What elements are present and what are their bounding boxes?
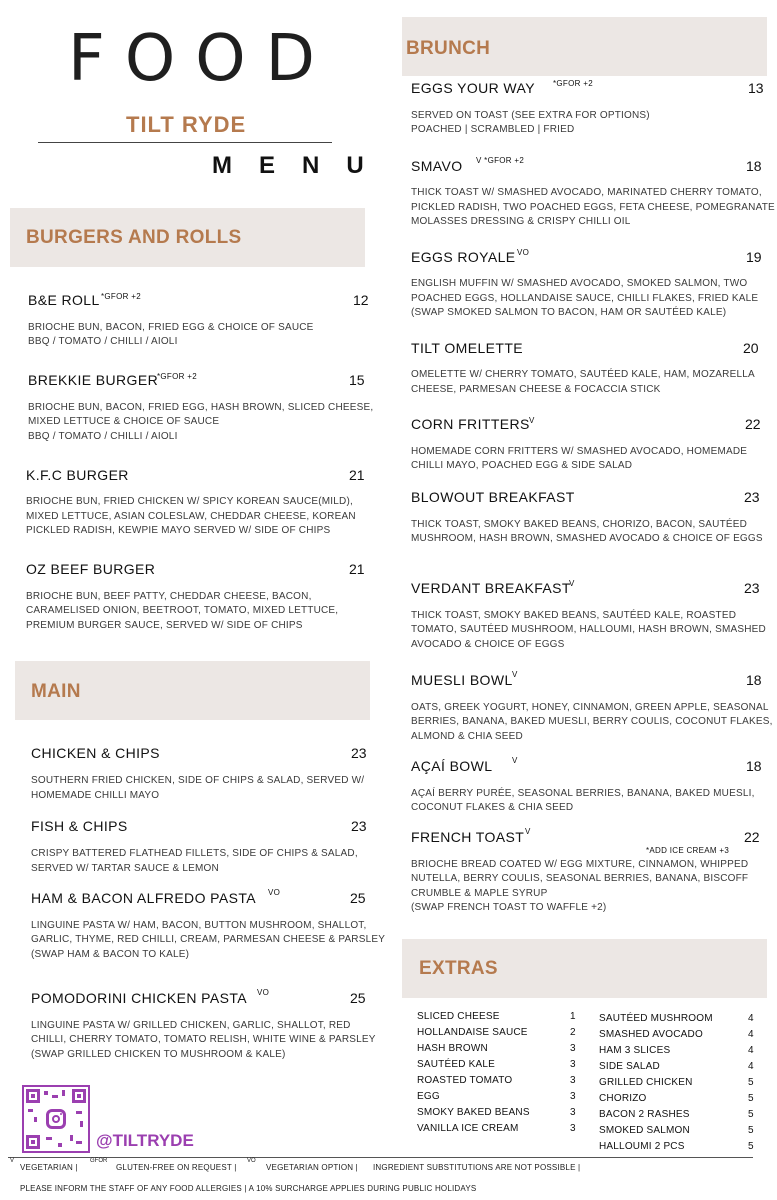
item-tag: VO (268, 888, 281, 897)
extra-name: VANILLA ICE CREAM (417, 1123, 519, 1134)
extra-name: GRILLED CHICKEN (599, 1077, 693, 1088)
item-desc-line: HOMEMADE CHILLI MAYO (31, 790, 160, 801)
item-name: CHICKEN & CHIPS (31, 745, 160, 761)
item-desc-line: ENGLISH MUFFIN W/ SMASHED AVOCADO, SMOKED SALMON, TWO (411, 278, 748, 289)
item-desc-line: OATS, GREEK YOGURT, HONEY, CINNAMON, GREEN APPLE, SEASONAL (411, 702, 769, 713)
item-desc-line: MUSHROOM, HASH BROWN, SMASHED AVOCADO & CHOICE OF EGGS (411, 533, 763, 544)
extra-name: BACON 2 RASHES (599, 1109, 690, 1120)
item-price: 23 (351, 745, 367, 761)
item-desc-line: PREMIUM BURGER SAUCE, SERVED W/ SIDE OF CHIPS (26, 620, 303, 631)
main-section-title: MAIN (31, 681, 81, 702)
extra-price: 4 (748, 1029, 754, 1040)
item-desc-line: CHILLI MAYO, POACHED EGG & SIDE SALAD (411, 460, 633, 471)
item-name: AÇAÍ BOWL (411, 758, 493, 774)
legend-v-mark: V (10, 1158, 15, 1164)
item-tag: V (525, 827, 531, 836)
extra-price: 3 (570, 1107, 576, 1118)
extra-name: HAM 3 SLICES (599, 1045, 671, 1056)
extra-name: SMOKED SALMON (599, 1125, 690, 1136)
extra-name: CHORIZO (599, 1093, 647, 1104)
item-price: 23 (744, 580, 760, 596)
item-desc-line: BRIOCHE BUN, FRIED CHICKEN W/ SPICY KOREAN SAUCE(MILD), (26, 496, 353, 507)
extra-name: SMASHED AVOCADO (599, 1029, 703, 1040)
extra-name: HOLLANDAISE SAUCE (417, 1027, 528, 1038)
legend-vo-mark: VO (247, 1158, 256, 1164)
item-price: 18 (746, 672, 762, 688)
item-desc-line: THICK TOAST, SMOKY BAKED BEANS, CHORIZO, BACON, SAUTÉED (411, 519, 748, 530)
item-desc-line: NUTELLA, BERRY COULIS, SEASONAL BERRIES, BANANA, BISCOFF (411, 873, 749, 884)
item-name: HAM & BACON ALFREDO PASTA (31, 890, 256, 906)
item-price: 21 (349, 467, 365, 483)
item-desc-line: MOLASSES DRESSING & CRISPY CHILLI OIL (411, 216, 631, 227)
extra-price: 3 (570, 1043, 576, 1054)
extra-price: 4 (748, 1045, 754, 1056)
item-desc-line: CARAMELISED ONION, BEETROOT, TOMATO, MIXED LETTUCE, (26, 605, 339, 616)
item-desc-line: (SWAP SMOKED SALMON TO BACON, HAM OR SAUTÉED KALE) (411, 307, 727, 318)
extra-price: 3 (570, 1059, 576, 1070)
item-price: 25 (350, 890, 366, 906)
item-name: FISH & CHIPS (31, 818, 128, 834)
item-tag: V (569, 579, 575, 588)
burgers-section-title: BURGERS AND ROLLS (26, 227, 242, 248)
item-name: SMAVO (411, 158, 463, 174)
extra-name: HASH BROWN (417, 1043, 488, 1054)
extra-price: 4 (748, 1061, 754, 1072)
item-tag: *GFOR +2 (157, 372, 197, 381)
item-desc-line: ALMOND & CHIA SEED (411, 731, 523, 742)
item-desc-line: CHILLI, CHERRY TOMATO, TOMATO RELISH, WHITE WINE & PARSLEY (31, 1034, 376, 1045)
item-name: POMODORINI CHICKEN PASTA (31, 990, 247, 1006)
item-name: K.F.C BURGER (26, 467, 129, 483)
item-tag: V *GFOR +2 (476, 156, 525, 165)
item-desc-line: BRIOCHE BREAD COATED W/ EGG MIXTURE, CINNAMON, WHIPPED (411, 859, 749, 870)
extra-price: 2 (570, 1027, 576, 1038)
allergy-note: PLEASE INFORM THE STAFF OF ANY FOOD ALLERGIES | A 10% SURCHARGE APPLIES DURING PUBLIC HOLIDAYS (20, 1184, 477, 1193)
item-price: 18 (746, 158, 762, 174)
item-desc-line: CHEESE, PARMESAN CHEESE & FOCACCIA STICK (411, 384, 661, 395)
item-name: VERDANT BREAKFAST (411, 580, 571, 596)
item-tag: V (512, 756, 518, 765)
item-desc-line: HOMEMADE CORN FRITTERS W/ SMASHED AVOCADO, HOMEMADE (411, 446, 748, 457)
item-desc-line: CRISPY BATTERED FLATHEAD FILLETS, SIDE OF CHIPS & SALAD, (31, 848, 358, 859)
item-desc-line: TOMATO, SAUTÉED MUSHROOM, HALLOUMI, HASH BROWN, SMASHED (411, 624, 766, 635)
item-price: 19 (746, 249, 762, 265)
brunch-section-title: BRUNCH (406, 38, 491, 59)
item-desc-line: (SWAP FRENCH TOAST TO WAFFLE +2) (411, 902, 607, 913)
item-price: 12 (353, 292, 369, 308)
extra-price: 3 (570, 1123, 576, 1134)
item-tag: *GFOR +2 (101, 292, 141, 301)
item-price: 13 (748, 80, 764, 96)
extra-price: 4 (748, 1013, 754, 1024)
item-price: 18 (746, 758, 762, 774)
item-desc-line: POACHED | SCRAMBLED | FRIED (411, 124, 575, 135)
extras-section-title: EXTRAS (419, 958, 498, 979)
item-desc-line: BRIOCHE BUN, BEEF PATTY, CHEDDAR CHEESE, BACON, (26, 591, 312, 602)
extra-name: ROASTED TOMATO (417, 1075, 513, 1086)
item-name: MUESLI BOWL (411, 672, 513, 688)
extra-name: SLICED CHEESE (417, 1011, 500, 1022)
extra-price: 5 (748, 1077, 754, 1088)
legend-vegetarian-option: VEGETARIAN OPTION | (266, 1163, 358, 1172)
page-title-menu: MENU (212, 152, 391, 179)
item-price: 15 (349, 372, 365, 388)
item-desc-line: BBQ / TOMATO / CHILLI / AIOLI (28, 336, 178, 347)
page-title-food: FOOD (68, 22, 335, 96)
item-desc-line: THICK TOAST W/ SMASHED AVOCADO, MARINATED CHERRY TOMATO, (411, 187, 762, 198)
legend-gfor-mark: GFOR (90, 1158, 108, 1164)
extra-name: HALLOUMI 2 PCS (599, 1141, 685, 1152)
legend-vegetarian: VEGETARIAN | (20, 1163, 78, 1172)
item-price: 22 (744, 829, 760, 845)
header-divider (38, 142, 332, 143)
item-desc-line: SERVED W/ TARTAR SAUCE & LEMON (31, 863, 219, 874)
instagram-icon (46, 1109, 66, 1129)
item-desc-line: LINGUINE PASTA W/ GRILLED CHICKEN, GARLIC, SHALLOT, RED (31, 1020, 351, 1031)
item-price: 20 (743, 340, 759, 356)
item-desc-line: AVOCADO & CHOICE OF EGGS (411, 639, 565, 650)
item-desc-line: GARLIC, THYME, RED CHILLI, CREAM, PARMESAN CHEESE & PARSLEY (31, 934, 386, 945)
extra-name: SMOKY BAKED BEANS (417, 1107, 530, 1118)
item-name: BLOWOUT BREAKFAST (411, 489, 575, 505)
extra-price: 5 (748, 1141, 754, 1152)
item-desc-line: BBQ / TOMATO / CHILLI / AIOLI (28, 431, 178, 442)
item-price: 25 (350, 990, 366, 1006)
legend-substitutions: INGREDIENT SUBSTITUTIONS ARE NOT POSSIBLE | (373, 1163, 581, 1172)
extra-price: 5 (748, 1093, 754, 1104)
extra-price: 3 (570, 1075, 576, 1086)
item-price: 23 (744, 489, 760, 505)
item-desc-line: THICK TOAST, SMOKY BAKED BEANS, SAUTÉED KALE, ROASTED (411, 610, 737, 621)
extra-price: 3 (570, 1091, 576, 1102)
item-tag: V (529, 416, 535, 425)
item-name: EGGS ROYALE (411, 249, 516, 265)
item-desc-line: AÇAÍ BERRY PURÉE, SEASONAL BERRIES, BANANA, BAKED MUESLI, (411, 788, 755, 799)
item-desc-line: OMELETTE W/ CHERRY TOMATO, SAUTÉED KALE, HAM, MOZARELLA (411, 369, 755, 380)
restaurant-name: TILT RYDE (126, 112, 247, 137)
instagram-qr-code[interactable] (22, 1085, 90, 1153)
item-desc-line: POACHED EGGS, HOLLANDAISE SAUCE, CHILLI FLAKES, FRIED KALE (411, 293, 759, 304)
extra-name: SIDE SALAD (599, 1061, 660, 1072)
item-desc-line: MIXED LETTUCE & CHOICE OF SAUCE (28, 416, 220, 427)
item-desc-line: BRIOCHE BUN, BACON, FRIED EGG & CHOICE OF SAUCE (28, 322, 314, 333)
item-desc-line: (SWAP HAM & BACON TO KALE) (31, 949, 190, 960)
item-name: TILT OMELETTE (411, 340, 524, 356)
extra-name: EGG (417, 1091, 440, 1102)
item-price: 22 (745, 416, 761, 432)
item-price: 23 (351, 818, 367, 834)
item-desc-line: PICKLED RADISH, TWO POACHED EGGS, FETA CHEESE, POMEGRANATE (411, 202, 775, 213)
item-name: OZ BEEF BURGER (26, 561, 156, 577)
item-desc-line: CRUMBLE & MAPLE SYRUP (411, 888, 548, 899)
item-desc-line: MIXED LETTUCE, ASIAN COLESLAW, CHEDDAR CHEESE, KOREAN (26, 511, 356, 522)
item-name: CORN FRITTERS (411, 416, 530, 432)
instagram-handle[interactable]: @TILTRYDE (96, 1131, 194, 1150)
item-desc-line: PICKLED RADISH, KEWPIE MAYO SERVED W/ SIDE OF CHIPS (26, 525, 331, 536)
extra-price: 5 (748, 1109, 754, 1120)
item-desc-line: COCONUT FLAKES & CHIA SEED (411, 802, 574, 813)
item-desc-line: (SWAP GRILLED CHICKEN TO MUSHROOM & KALE) (31, 1049, 286, 1060)
extra-name: SAUTÉED MUSHROOM (599, 1013, 713, 1024)
item-name: EGGS YOUR WAY (411, 80, 535, 96)
item-desc-line: BERRIES, BANANA, BAKED MUESLI, BERRY COULIS, COCONUT FLAKES, (411, 716, 773, 727)
item-desc-line: SOUTHERN FRIED CHICKEN, SIDE OF CHIPS & SALAD, SERVED W/ (31, 775, 365, 786)
item-tag: VO (257, 988, 270, 997)
extra-name: SAUTÉED KALE (417, 1059, 495, 1070)
footer-divider (8, 1157, 753, 1158)
item-name: BREKKIE BURGER (28, 372, 159, 388)
legend-gluten-free: GLUTEN-FREE ON REQUEST | (116, 1163, 237, 1172)
item-desc-line: SERVED ON TOAST (SEE EXTRA FOR OPTIONS) (411, 110, 650, 121)
item-desc-line: LINGUINE PASTA W/ HAM, BACON, BUTTON MUSHROOM, SHALLOT, (31, 920, 367, 931)
item-desc-line: BRIOCHE BUN, BACON, FRIED EGG, HASH BROWN, SLICED CHEESE, (28, 402, 374, 413)
item-price: 21 (349, 561, 365, 577)
item-name: FRENCH TOAST (411, 829, 525, 845)
item-tag: VO (517, 248, 530, 257)
item-name: B&E ROLL (28, 292, 100, 308)
item-addon-note: *ADD ICE CREAM +3 (646, 846, 730, 855)
item-tag: *GFOR +2 (553, 79, 593, 88)
item-tag: V (512, 670, 518, 679)
extra-price: 5 (748, 1125, 754, 1136)
extra-price: 1 (570, 1011, 576, 1022)
